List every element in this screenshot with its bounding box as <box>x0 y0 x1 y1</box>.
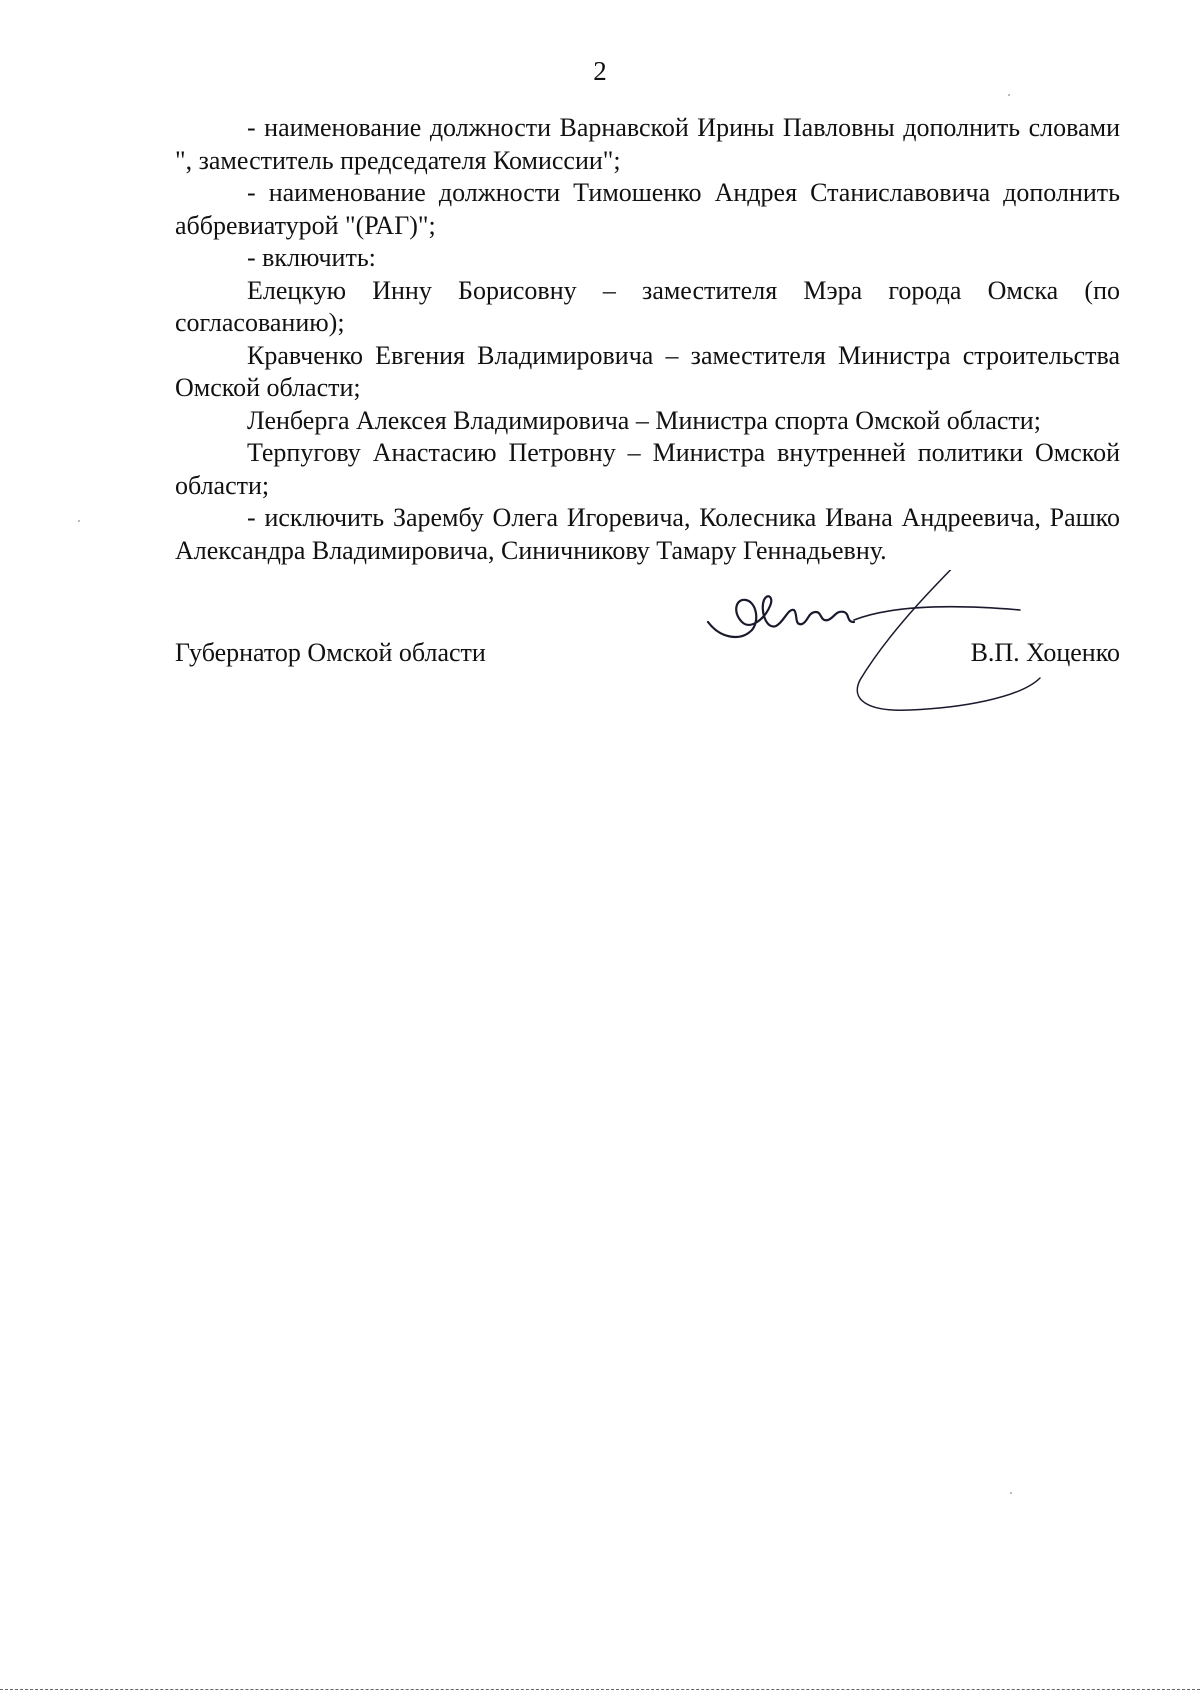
document-body <box>175 112 1120 567</box>
paragraph-terpugova: Терпугову Анастасию Петровну – Министра внутренней политики Омской области; <box>175 438 1120 500</box>
signatory-position: Губернатор Омской области <box>175 638 486 667</box>
paragraph-lenberg: Ленберга Алексея Владимировича – Министра спорта Омской области; <box>247 405 1041 435</box>
handwritten-signature <box>690 570 1100 720</box>
paragraph-eletskaya: Елецкую Инну Борисовну – заместителя Мэра города Омска (по согласованию); <box>175 275 1120 337</box>
scan-speck <box>1008 94 1010 96</box>
paragraph-kravchenko: Кравченко Евгения Владимировича – заместителя Министра строительства Омской области; <box>175 340 1120 402</box>
page-number: 2 <box>593 56 607 86</box>
scan-bottom-edge <box>0 1689 1200 1691</box>
scan-speck <box>78 520 80 522</box>
paragraph-varnavskaya: - наименование должности Варнавской Ирины Павловны дополнить словами ", заместитель председателя Комиссии"; <box>175 113 1120 175</box>
paragraph-include: - включить: <box>247 243 376 272</box>
paragraph-timoshenko: - наименование должности Тимошенко Андрея Станиславовича дополнить аббревиатурой "(РАГ)"; <box>175 178 1120 240</box>
signatory-name: В.П. Хоценко <box>970 638 1120 667</box>
scan-speck <box>1010 1492 1012 1494</box>
paragraph-exclude: - исключить Зарембу Олега Игоревича, Колесника Ивана Андреевича, Рашко Александра Владимировича, Синичникову Тамару Геннадьевну. <box>175 503 1120 565</box>
